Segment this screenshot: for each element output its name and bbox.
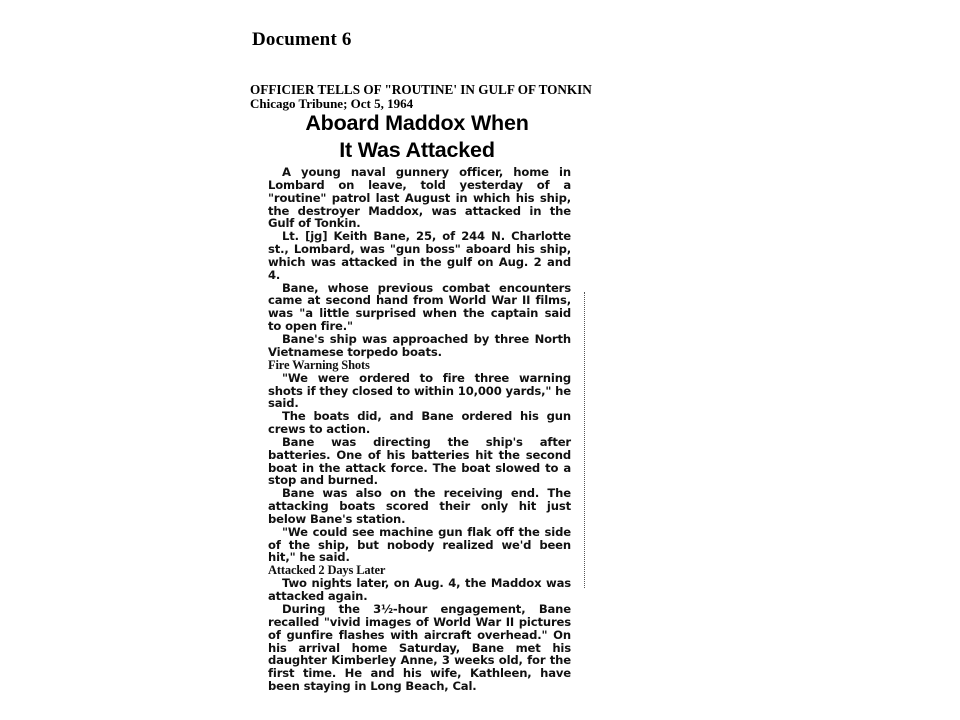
- article-paragraph: During the 3½-hour engagement, Bane recalled "vivid images of World War II pictures of gunfire flashes with aircraft overhead." On his arrival home Saturday, Bane met his daughter Kimberley Anne, 3 weeks old, for the first time. He and his wife, Kathleen, have been staying in Long Beach, Cal.: [268, 602, 571, 694]
- article-paragraph: "We were ordered to fire three warning shots if they closed to within 10,000 yards," he said.: [268, 370, 571, 411]
- article-subhead: Fire Warning Shots: [268, 357, 370, 372]
- article-paragraph: The boats did, and Bane ordered his gun crews to action.: [268, 409, 571, 437]
- article-paragraph: Lt. [jg] Keith Bane, 25, of 244 N. Charlotte st., Lombard, was "gun boss" aboard his ship, which was attacked in the gulf on Aug. 2 and 4.: [268, 229, 571, 282]
- article-paragraph: Two nights later, on Aug. 4, the Maddox was attacked again.: [268, 576, 571, 604]
- clipping-headline-line1: Aboard Maddox When: [305, 111, 529, 135]
- clipping-headline: [262, 110, 572, 164]
- article-paragraph: Bane's ship was approached by three North Vietnamese torpedo boats.: [268, 331, 571, 359]
- clipping-torn-edge: [574, 292, 585, 588]
- source-publication: Chicago Tribune; Oct 5, 1964: [250, 96, 414, 111]
- article-paragraph: Bane was also on the receiving end. The attacking boats scored their only hit just below Bane's station.: [268, 486, 571, 526]
- article-paragraph: Bane, whose previous combat encounters came at second hand from World War II films, was "a little surprised when the captain said to open fire.": [268, 280, 571, 334]
- clipping-headline-line2: It Was Attacked: [339, 138, 495, 162]
- document-label: Document 6: [252, 29, 352, 50]
- article-subhead: Attacked 2 Days Later: [268, 563, 386, 578]
- article-paragraph: A young naval gunnery officer, home in Lombard on leave, told yesterday of a "routine" patrol last August in which his ship, the destroyer Maddox, was attacked in the Gulf of Tonkin.: [268, 165, 571, 231]
- article-paragraph: "We could see machine gun flak off the side of the ship, but nobody realized we'd been hit," he said.: [268, 524, 571, 565]
- article-paragraph: Bane was directing the ship's after batteries. One of his batteries hit the second boat in the attack force. The boat slowed to a stop and burned.: [268, 434, 571, 488]
- newspaper-clipping: [262, 110, 584, 710]
- article-body: [268, 166, 571, 693]
- source-citation: [250, 83, 750, 111]
- source-title: OFFICIER TELLS OF "ROUTINE' IN GULF OF TONKIN: [250, 82, 592, 97]
